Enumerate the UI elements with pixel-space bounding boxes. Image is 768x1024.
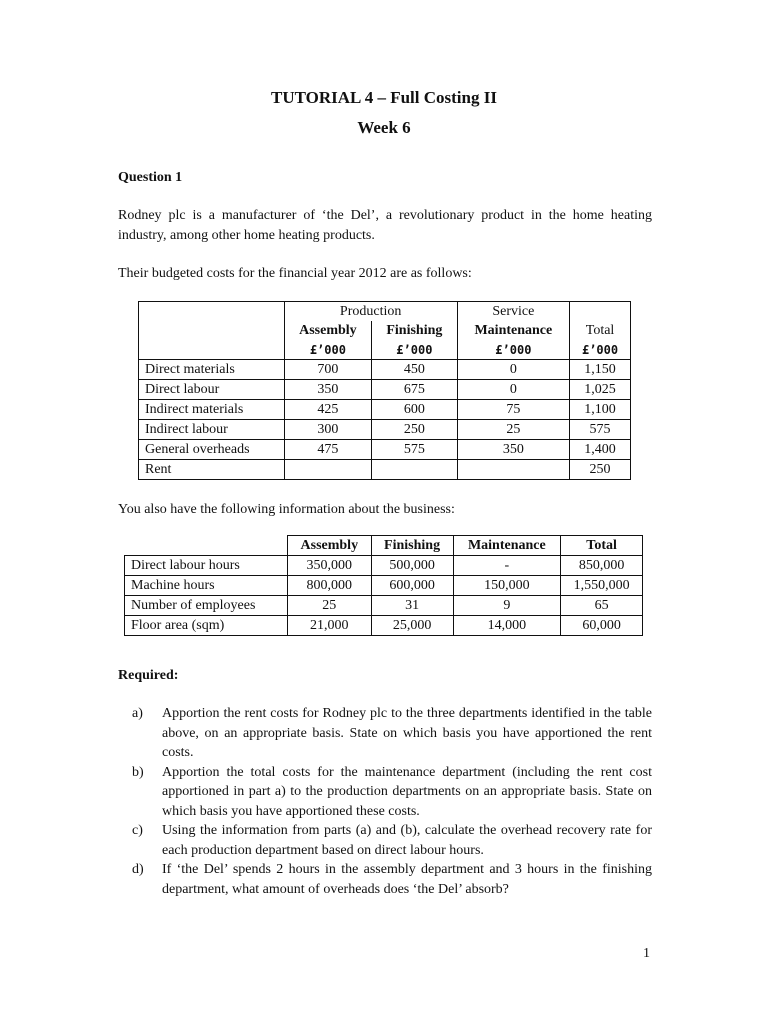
row-label: Indirect materials	[139, 400, 285, 420]
table-cell: 575	[570, 420, 631, 440]
col-header-total: Total	[570, 321, 631, 340]
list-marker: d)	[132, 862, 144, 877]
list-item	[132, 704, 652, 763]
table-row	[139, 400, 631, 420]
col-header-assembly: Assembly	[284, 321, 371, 340]
col-header-assembly: Assembly	[287, 536, 371, 556]
list-item	[132, 860, 652, 899]
table-cell: 21,000	[287, 616, 371, 636]
col-header-maintenance: Maintenance	[457, 321, 569, 340]
table-cell	[457, 460, 569, 480]
table-cell: 250	[372, 420, 458, 440]
page-number: 1	[643, 946, 650, 961]
table-corner-cell	[139, 340, 285, 360]
table-cell: 850,000	[561, 556, 643, 576]
group-header-service: Service	[457, 302, 569, 322]
budget-cost-table	[138, 301, 631, 480]
table-cell: 450	[372, 360, 458, 380]
list-item	[132, 763, 652, 822]
table-corner-cell	[125, 536, 288, 556]
list-marker: b)	[132, 764, 144, 780]
question-heading: Question 1	[118, 170, 183, 185]
table-cell: 0	[457, 380, 569, 400]
col-header-total: Total	[561, 536, 643, 556]
table-cell: 75	[457, 400, 569, 420]
info-intro: You also have the following information about the business:	[118, 502, 455, 517]
row-label: Rent	[139, 460, 285, 480]
table-header-row	[125, 536, 643, 556]
table-row	[125, 596, 643, 616]
row-label: Number of employees	[125, 596, 288, 616]
list-marker: c)	[132, 823, 143, 838]
row-label: Direct materials	[139, 360, 285, 380]
col-header-finishing: Finishing	[372, 321, 458, 340]
table-row	[139, 440, 631, 460]
table-cell: 1,550,000	[561, 576, 643, 596]
table-cell: 600,000	[371, 576, 453, 596]
list-item-text: Apportion the rent costs for Rodney plc to the three departments identified in the table above, on an appropriate basis. State on which basis you have apportioned the rent costs.	[162, 706, 652, 760]
table-cell: 1,400	[570, 440, 631, 460]
table-header-row	[139, 321, 631, 340]
table-cell: 65	[561, 596, 643, 616]
col-header-finishing: Finishing	[371, 536, 453, 556]
table-cell: 31	[371, 596, 453, 616]
requirements-list	[132, 704, 652, 899]
table-cell	[372, 460, 458, 480]
unit-label: £’000	[284, 340, 371, 360]
list-marker: a)	[132, 706, 143, 721]
table-row	[139, 460, 631, 480]
table-header-row	[139, 302, 631, 322]
col-header-maintenance: Maintenance	[453, 536, 561, 556]
table-cell: 675	[372, 380, 458, 400]
list-item-text: Apportion the total costs for the maintenance department (including the rent cost apportioned in part a) to the production departments on an appropriate basis. State on which basis you have apportioned these costs.	[162, 764, 652, 819]
row-label: Machine hours	[125, 576, 288, 596]
unit-label: £’000	[570, 340, 631, 360]
list-item-text: If ‘the Del’ spends 2 hours in the assembly department and 3 hours in the finishing department, what amount of overheads does ‘the Del’ absorb?	[162, 862, 652, 897]
table-cell	[284, 460, 371, 480]
table-cell: 60,000	[561, 616, 643, 636]
table-row	[139, 420, 631, 440]
table-cell: -	[453, 556, 561, 576]
table-cell: 350	[457, 440, 569, 460]
table-cell: 1,100	[570, 400, 631, 420]
table-cell: 25	[287, 596, 371, 616]
table-cell: 350	[284, 380, 371, 400]
table-cell: 575	[372, 440, 458, 460]
group-header-production: Production	[284, 302, 457, 322]
table-cell: 25,000	[371, 616, 453, 636]
row-label: Indirect labour	[139, 420, 285, 440]
table-cell: 14,000	[453, 616, 561, 636]
row-label: Direct labour hours	[125, 556, 288, 576]
table-header-cell	[570, 302, 631, 322]
table-cell: 425	[284, 400, 371, 420]
unit-label: £’000	[372, 340, 458, 360]
row-label: Direct labour	[139, 380, 285, 400]
table-cell: 250	[570, 460, 631, 480]
table-cell: 800,000	[287, 576, 371, 596]
table-row	[139, 380, 631, 400]
table-cell: 700	[284, 360, 371, 380]
list-item-text: Using the information from parts (a) and (b), calculate the overhead recovery rate for each production department based on direct labour hours.	[162, 823, 652, 858]
table-cell: 350,000	[287, 556, 371, 576]
table-cell: 475	[284, 440, 371, 460]
list-item	[132, 821, 652, 860]
table-row	[125, 616, 643, 636]
document-title: TUTORIAL 4 – Full Costing II	[271, 88, 497, 107]
table-row	[125, 576, 643, 596]
table-cell: 1,150	[570, 360, 631, 380]
table-cell: 600	[372, 400, 458, 420]
table-cell: 1,025	[570, 380, 631, 400]
table-unit-row	[139, 340, 631, 360]
table-cell: 500,000	[371, 556, 453, 576]
table-cell: 0	[457, 360, 569, 380]
table-row	[139, 360, 631, 380]
table-corner-cell	[139, 321, 285, 340]
unit-label: £’000	[457, 340, 569, 360]
required-heading: Required:	[118, 668, 179, 683]
budget-intro: Their budgeted costs for the financial year 2012 are as follows:	[118, 266, 472, 281]
row-label: Floor area (sqm)	[125, 616, 288, 636]
table-row	[125, 556, 643, 576]
table-cell: 25	[457, 420, 569, 440]
table-cell: 300	[284, 420, 371, 440]
business-info-table	[124, 535, 643, 636]
table-cell: 150,000	[453, 576, 561, 596]
table-cell: 9	[453, 596, 561, 616]
row-label: General overheads	[139, 440, 285, 460]
intro-paragraph: Rodney plc is a manufacturer of ‘the Del’, a revolutionary product in the home heating industry, among other home heating products.	[118, 208, 652, 243]
document-subtitle: Week 6	[357, 118, 411, 137]
table-corner-cell	[139, 302, 285, 322]
